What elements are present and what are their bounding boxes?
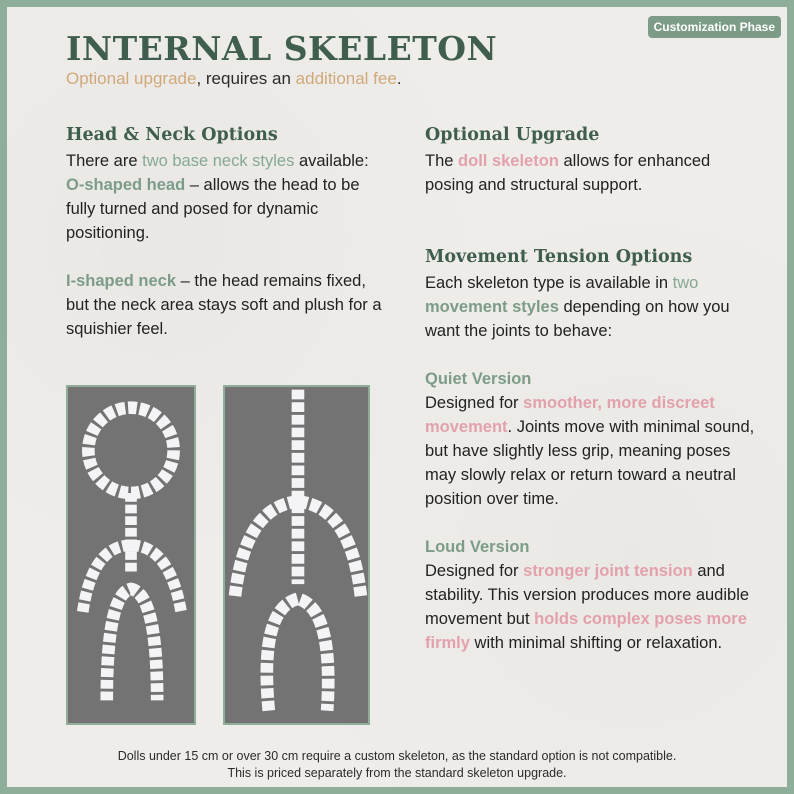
loud-highlight-tension: stronger joint tension (523, 562, 693, 580)
footer-line-1: Dolls under 15 cm or over 30 cm require a custom skeleton, as the standard option is not compatible. (117, 749, 677, 763)
i-shaped-skeleton-illustration (225, 387, 368, 723)
loud-version-heading: Loud Version (425, 538, 530, 556)
spacer (425, 197, 755, 245)
upgrade-post: allows for enhanced posing and structural support. (425, 152, 711, 194)
loud-version-desc (425, 559, 755, 655)
o-shaped-skeleton-illustration (68, 387, 194, 723)
i-shaped-neck-desc (66, 269, 386, 341)
right-column (425, 123, 755, 655)
quiet-post: . Joints move with minimal sound, but have slightly less grip, meaning poses may slowly relax or return toward a neutral position over time. (425, 418, 755, 508)
movement-post: depending on how you want the joints to behave: (425, 298, 730, 340)
i-shaped-neck-label: I-shaped neck (66, 272, 177, 290)
spacer (425, 343, 755, 367)
quiet-highlight: smoother, more discreet movement (425, 394, 715, 436)
o-shaped-head-label: O-shaped head (66, 176, 186, 194)
intro-pre: There are (66, 152, 143, 170)
loud-pre: Designed for (425, 562, 524, 580)
quiet-version-heading: Quiet Version (425, 370, 532, 388)
o-shaped-head-desc (66, 173, 386, 245)
upgrade-pre: The (425, 152, 459, 170)
spacer (425, 511, 755, 535)
page-title: INTERNAL SKELETON (66, 29, 498, 68)
movement-heading: Movement Tension Options (425, 247, 693, 267)
head-neck-heading: Head & Neck Options (66, 125, 278, 145)
o-shaped-skeleton-photo (66, 385, 196, 725)
loud-mid: and stability. This version produces more audible movement but (425, 562, 750, 628)
head-neck-section (66, 123, 386, 341)
optional-upgrade-heading: Optional Upgrade (425, 125, 600, 145)
quiet-pre: Designed for (425, 394, 524, 412)
footer-line-2: This is priced separately from the standard skeleton upgrade. (227, 766, 567, 780)
upgrade-highlight: doll skeleton (458, 152, 559, 170)
movement-pre: Each skeleton type is available in (425, 274, 673, 292)
movement-desc (425, 271, 755, 343)
phase-badge: Customization Phase (648, 16, 781, 38)
quiet-version-desc (425, 391, 755, 511)
movement-highlight-two: two (672, 274, 699, 292)
loud-highlight-firm: holds complex poses more firmly (425, 610, 747, 652)
loud-post: with minimal shifting or relaxation. (469, 634, 723, 652)
o-shaped-head-text: – allows the head to be fully turned and posed for dynamic positioning. (66, 176, 360, 242)
subtitle-text: , requires an (196, 69, 296, 88)
i-shaped-neck-text: – the head remains fixed, but the neck area stays soft and plush for a squishier feel. (66, 272, 382, 338)
i-shaped-skeleton-photo (223, 385, 370, 725)
head-neck-intro (66, 149, 386, 173)
subtitle-highlight-upgrade: Optional upgrade (66, 69, 197, 88)
subtitle-highlight-fee: additional fee (295, 69, 397, 88)
optional-upgrade-desc (425, 149, 755, 197)
footer-note (7, 748, 787, 782)
subtitle-end: . (396, 69, 402, 88)
spacer (66, 245, 386, 269)
movement-highlight-styles: movement styles (425, 298, 559, 316)
page-subtitle (66, 69, 402, 89)
intro-highlight: two base neck styles (142, 152, 295, 170)
intro-post: available: (294, 152, 369, 170)
page-frame (7, 7, 787, 787)
